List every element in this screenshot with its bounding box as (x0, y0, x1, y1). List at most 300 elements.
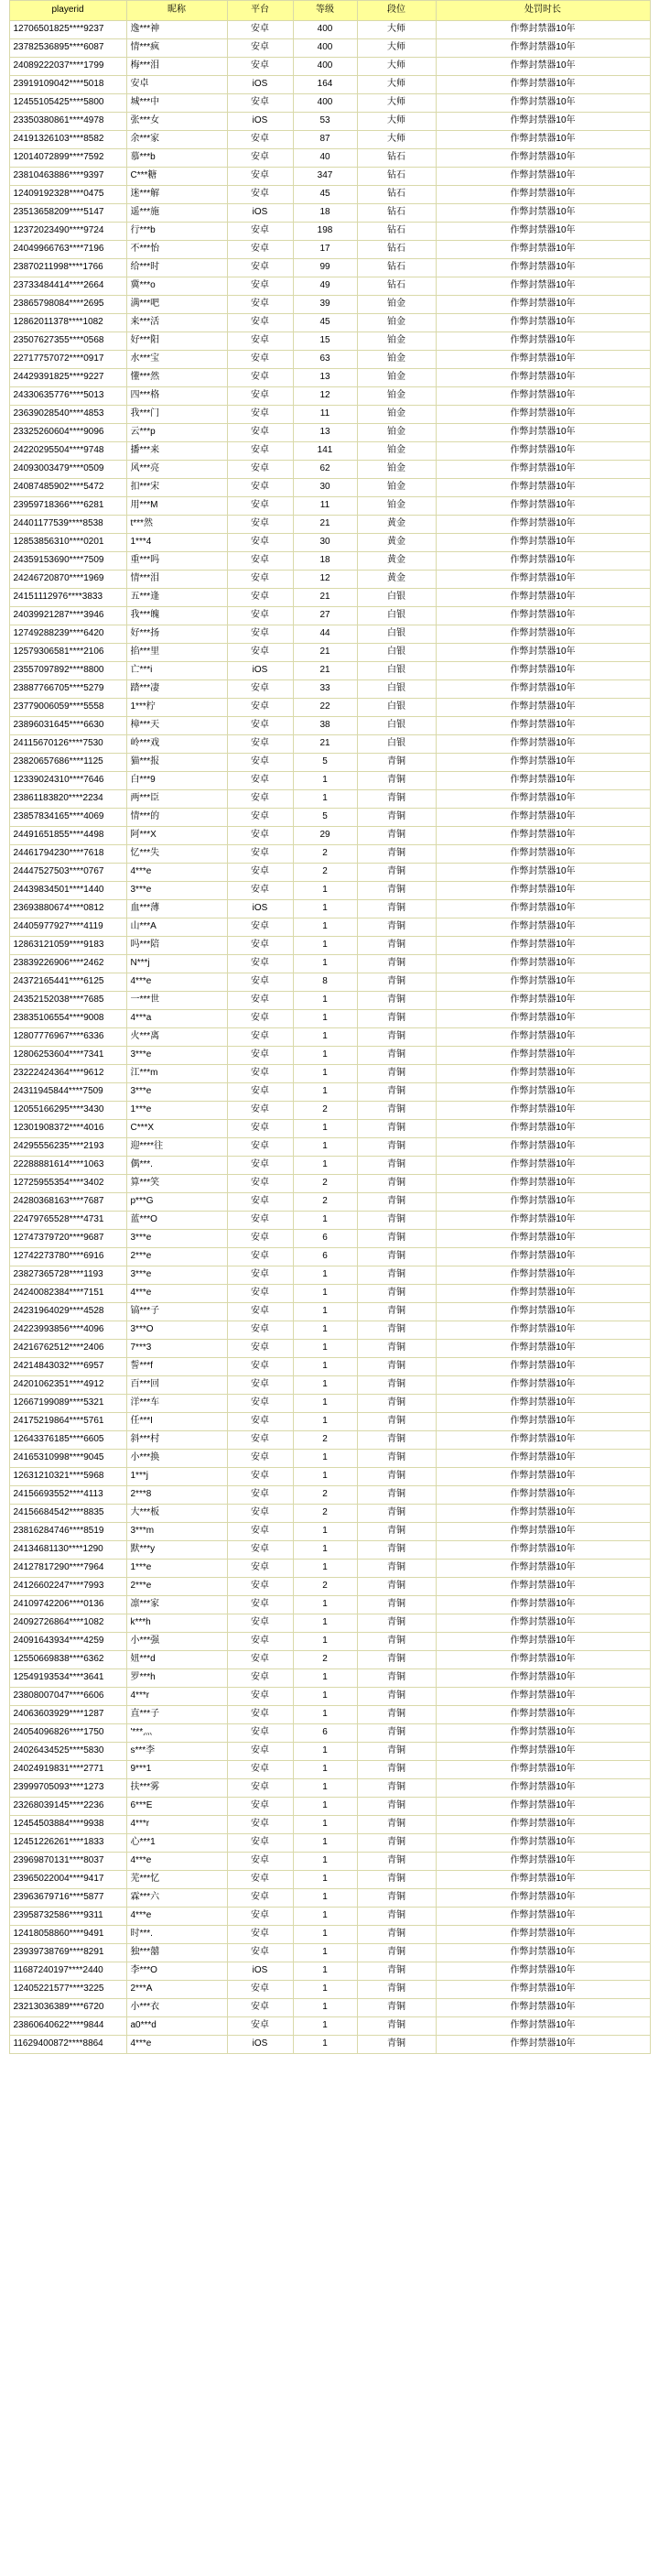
cell-nickname: 3***e (126, 1047, 227, 1065)
cell-rank: 青铜 (357, 1138, 436, 1157)
cell-platform: 安卓 (227, 186, 293, 204)
cell-playerid: 24491651855****4498 (9, 827, 126, 845)
table-row (9, 204, 650, 223)
cell-rank: 铂金 (357, 296, 436, 314)
cell-rank: 青铜 (357, 1816, 436, 1834)
cell-nickname: C***X (126, 1120, 227, 1138)
cell-level: 1 (293, 1816, 357, 1834)
cell-platform: 安卓 (227, 1138, 293, 1157)
cell-nickname: 李***O (126, 1962, 227, 1981)
cell-punishment-duration: 作弊封禁器10年 (436, 589, 650, 607)
table-row (9, 1321, 650, 1340)
cell-platform: 安卓 (227, 1614, 293, 1633)
cell-playerid: 12853856310****0201 (9, 534, 126, 552)
cell-playerid: 23965022004****9417 (9, 1871, 126, 1889)
cell-level: 2 (293, 1102, 357, 1120)
table-row (9, 1010, 650, 1028)
cell-level: 400 (293, 58, 357, 76)
cell-nickname: 安卓 (126, 76, 227, 94)
cell-playerid: 24039921287****3946 (9, 607, 126, 625)
table-row (9, 1651, 650, 1669)
cell-punishment-duration: 作弊封禁器10年 (436, 1578, 650, 1596)
cell-platform: iOS (227, 900, 293, 918)
cell-platform: 安卓 (227, 864, 293, 882)
table-row (9, 39, 650, 58)
cell-rank: 青铜 (357, 2036, 436, 2054)
cell-rank: 白银 (357, 680, 436, 699)
table-row (9, 1541, 650, 1560)
cell-punishment-duration: 作弊封禁器10年 (436, 351, 650, 369)
cell-nickname: 来***活 (126, 314, 227, 332)
cell-playerid: 24026434525****5830 (9, 1743, 126, 1761)
cell-rank: 青铜 (357, 1376, 436, 1395)
cell-rank: 青铜 (357, 2017, 436, 2036)
cell-platform: 安卓 (227, 406, 293, 424)
cell-level: 11 (293, 406, 357, 424)
table-row (9, 1999, 650, 2017)
cell-rank: 钻石 (357, 259, 436, 277)
cell-rank: 青铜 (357, 1999, 436, 2017)
cell-punishment-duration: 作弊封禁器10年 (436, 644, 650, 662)
cell-level: 18 (293, 204, 357, 223)
table-row (9, 1340, 650, 1358)
cell-level: 164 (293, 76, 357, 94)
cell-rank: 青铜 (357, 1486, 436, 1505)
cell-platform: 安卓 (227, 973, 293, 992)
cell-punishment-duration: 作弊封禁器10年 (436, 204, 650, 223)
cell-platform: 安卓 (227, 131, 293, 149)
cell-playerid: 22479765528****4731 (9, 1212, 126, 1230)
cell-rank: 钻石 (357, 168, 436, 186)
cell-level: 99 (293, 259, 357, 277)
cell-punishment-duration: 作弊封禁器10年 (436, 259, 650, 277)
cell-playerid: 24191326103****8582 (9, 131, 126, 149)
cell-platform: 安卓 (227, 1908, 293, 1926)
cell-level: 198 (293, 223, 357, 241)
cell-nickname: 扶***雾 (126, 1779, 227, 1798)
cell-rank: 青铜 (357, 992, 436, 1010)
cell-nickname: 4***e (126, 1285, 227, 1303)
cell-nickname: 算***笑 (126, 1175, 227, 1193)
cell-level: 87 (293, 131, 357, 149)
cell-nickname: 忆***失 (126, 845, 227, 864)
cell-punishment-duration: 作弊封禁器10年 (436, 1596, 650, 1614)
cell-playerid: 12549193534****3641 (9, 1669, 126, 1688)
cell-punishment-duration: 作弊封禁器10年 (436, 625, 650, 644)
cell-platform: 安卓 (227, 1102, 293, 1120)
cell-playerid: 23513658209****5147 (9, 204, 126, 223)
cell-platform: 安卓 (227, 1834, 293, 1853)
table-row (9, 809, 650, 827)
cell-level: 2 (293, 1505, 357, 1523)
cell-platform: 安卓 (227, 1028, 293, 1047)
cell-rank: 钻石 (357, 204, 436, 223)
cell-rank: 青铜 (357, 1944, 436, 1962)
cell-punishment-duration: 作弊封禁器10年 (436, 1047, 650, 1065)
cell-nickname: 妞***d (126, 1651, 227, 1669)
cell-platform: 安卓 (227, 882, 293, 900)
cell-rank: 青铜 (357, 1743, 436, 1761)
cell-playerid: 23969870131****8037 (9, 1853, 126, 1871)
cell-punishment-duration: 作弊封禁器10年 (436, 992, 650, 1010)
cell-playerid: 24087485902****5472 (9, 479, 126, 497)
table-row (9, 442, 650, 461)
cell-level: 1 (293, 1413, 357, 1431)
cell-rank: 青铜 (357, 1065, 436, 1083)
cell-level: 1 (293, 772, 357, 790)
cell-rank: 青铜 (357, 1157, 436, 1175)
cell-nickname: t***然 (126, 516, 227, 534)
cell-level: 2 (293, 1193, 357, 1212)
cell-playerid: 12643376185****6605 (9, 1431, 126, 1450)
cell-nickname: 猫***报 (126, 754, 227, 772)
table-row (9, 1706, 650, 1724)
cell-platform: 安卓 (227, 717, 293, 735)
table-row (9, 1102, 650, 1120)
cell-platform: 安卓 (227, 955, 293, 973)
cell-platform: 安卓 (227, 442, 293, 461)
cell-playerid: 24156693552****4113 (9, 1486, 126, 1505)
table-row (9, 1248, 650, 1266)
cell-nickname: 凛***家 (126, 1596, 227, 1614)
table-row (9, 882, 650, 900)
cell-rank: 大师 (357, 76, 436, 94)
cell-playerid: 23870211998****1766 (9, 259, 126, 277)
cell-rank: 青铜 (357, 1981, 436, 1999)
cell-level: 1 (293, 1633, 357, 1651)
table-row (9, 1028, 650, 1047)
cell-nickname: 余***家 (126, 131, 227, 149)
cell-punishment-duration: 作弊封禁器10年 (436, 1266, 650, 1285)
table-row (9, 1395, 650, 1413)
table-row (9, 1834, 650, 1853)
cell-rank: 白银 (357, 589, 436, 607)
cell-rank: 青铜 (357, 1871, 436, 1889)
cell-level: 1 (293, 1028, 357, 1047)
cell-platform: 安卓 (227, 1431, 293, 1450)
cell-nickname: 血***薄 (126, 900, 227, 918)
cell-platform: 安卓 (227, 1248, 293, 1266)
cell-playerid: 24405977927****4119 (9, 918, 126, 937)
table-row (9, 992, 650, 1010)
cell-level: 13 (293, 424, 357, 442)
cell-punishment-duration: 作弊封禁器10年 (436, 497, 650, 516)
cell-punishment-duration: 作弊封禁器10年 (436, 168, 650, 186)
cell-punishment-duration: 作弊封禁器10年 (436, 864, 650, 882)
cell-punishment-duration: 作弊封禁器10年 (436, 1651, 650, 1669)
table-row (9, 973, 650, 992)
cell-playerid: 12749288239****6420 (9, 625, 126, 644)
cell-level: 40 (293, 149, 357, 168)
cell-platform: 安卓 (227, 387, 293, 406)
cell-rank: 青铜 (357, 1358, 436, 1376)
cell-punishment-duration: 作弊封禁器10年 (436, 1376, 650, 1395)
cell-punishment-duration: 作弊封禁器10年 (436, 516, 650, 534)
table-row (9, 406, 650, 424)
cell-nickname: 风***亮 (126, 461, 227, 479)
cell-playerid: 23222424364****9612 (9, 1065, 126, 1083)
cell-rank: 钻石 (357, 149, 436, 168)
cell-level: 1 (293, 1523, 357, 1541)
cell-platform: 安卓 (227, 1798, 293, 1816)
cell-nickname: 4***e (126, 2036, 227, 2054)
cell-nickname: 踏***凄 (126, 680, 227, 699)
cell-platform: 安卓 (227, 277, 293, 296)
cell-rank: 铂金 (357, 461, 436, 479)
cell-nickname: 两***臣 (126, 790, 227, 809)
cell-platform: 安卓 (227, 1706, 293, 1724)
cell-rank: 铂金 (357, 406, 436, 424)
cell-level: 30 (293, 534, 357, 552)
cell-rank: 大师 (357, 113, 436, 131)
cell-punishment-duration: 作弊封禁器10年 (436, 296, 650, 314)
cell-playerid: 23958732586****9311 (9, 1908, 126, 1926)
cell-punishment-duration: 作弊封禁器10年 (436, 735, 650, 754)
table-row (9, 918, 650, 937)
table-row (9, 21, 650, 39)
cell-playerid: 23213036389****6720 (9, 1999, 126, 2017)
cell-rank: 青铜 (357, 1303, 436, 1321)
cell-nickname: 阿***X (126, 827, 227, 845)
table-row (9, 827, 650, 845)
column-header-platform: 平台 (227, 1, 293, 21)
cell-level: 1 (293, 882, 357, 900)
cell-playerid: 23733484414****2664 (9, 277, 126, 296)
cell-level: 1 (293, 1065, 357, 1083)
table-row (9, 1413, 650, 1431)
cell-punishment-duration: 作弊封禁器10年 (436, 1908, 650, 1926)
cell-level: 2 (293, 1175, 357, 1193)
cell-level: 1 (293, 1376, 357, 1395)
cell-level: 1 (293, 1138, 357, 1157)
cell-platform: 安卓 (227, 1193, 293, 1212)
table-row (9, 94, 650, 113)
cell-rank: 铂金 (357, 497, 436, 516)
cell-rank: 青铜 (357, 1230, 436, 1248)
cell-platform: 安卓 (227, 1083, 293, 1102)
table-row (9, 479, 650, 497)
cell-platform: 安卓 (227, 845, 293, 864)
cell-playerid: 24093003479****0509 (9, 461, 126, 479)
cell-rank: 青铜 (357, 1669, 436, 1688)
cell-playerid: 23779006059****5558 (9, 699, 126, 717)
cell-rank: 青铜 (357, 1120, 436, 1138)
table-row (9, 516, 650, 534)
cell-punishment-duration: 作弊封禁器10年 (436, 1413, 650, 1431)
cell-punishment-duration: 作弊封禁器10年 (436, 1798, 650, 1816)
cell-playerid: 23959718366****6281 (9, 497, 126, 516)
cell-rank: 铂金 (357, 369, 436, 387)
cell-platform: 安卓 (227, 424, 293, 442)
cell-nickname: 偶***. (126, 1157, 227, 1175)
cell-punishment-duration: 作弊封禁器10年 (436, 461, 650, 479)
cell-level: 400 (293, 39, 357, 58)
table-row (9, 1761, 650, 1779)
cell-nickname: 2***A (126, 1981, 227, 1999)
cell-rank: 白银 (357, 625, 436, 644)
cell-nickname: 城***中 (126, 94, 227, 113)
cell-nickname: 2***e (126, 1248, 227, 1266)
cell-level: 1 (293, 1285, 357, 1303)
cell-punishment-duration: 作弊封禁器10年 (436, 1083, 650, 1102)
cell-level: 2 (293, 1431, 357, 1450)
cell-nickname: 遥***施 (126, 204, 227, 223)
cell-punishment-duration: 作弊封禁器10年 (436, 1834, 650, 1853)
cell-punishment-duration: 作弊封禁器10年 (436, 1010, 650, 1028)
cell-nickname: 3***O (126, 1321, 227, 1340)
cell-punishment-duration: 作弊封禁器10年 (436, 699, 650, 717)
cell-nickname: 4***e (126, 1853, 227, 1871)
cell-platform: 安卓 (227, 1212, 293, 1230)
cell-playerid: 23861183820****2234 (9, 790, 126, 809)
cell-platform: 安卓 (227, 21, 293, 39)
cell-platform: 安卓 (227, 1285, 293, 1303)
cell-rank: 青铜 (357, 1761, 436, 1779)
cell-nickname: 独***囍 (126, 1944, 227, 1962)
table-row (9, 644, 650, 662)
cell-playerid: 24280368163****7687 (9, 1193, 126, 1212)
cell-playerid: 24372165441****6125 (9, 973, 126, 992)
cell-punishment-duration: 作弊封禁器10年 (436, 2036, 650, 2054)
cell-level: 2 (293, 1578, 357, 1596)
cell-playerid: 12372023490****9724 (9, 223, 126, 241)
cell-playerid: 24115670126****7530 (9, 735, 126, 754)
cell-level: 15 (293, 332, 357, 351)
cell-punishment-duration: 作弊封禁器10年 (436, 1981, 650, 1999)
cell-playerid: 23919109042****5018 (9, 76, 126, 94)
cell-rank: 青铜 (357, 918, 436, 937)
cell-nickname: 张***女 (126, 113, 227, 131)
cell-nickname: 情***的 (126, 809, 227, 827)
table-row (9, 314, 650, 332)
cell-platform: 安卓 (227, 790, 293, 809)
cell-nickname: p***G (126, 1193, 227, 1212)
cell-playerid: 24063603929****1287 (9, 1706, 126, 1724)
cell-platform: 安卓 (227, 644, 293, 662)
cell-platform: 安卓 (227, 1578, 293, 1596)
cell-level: 12 (293, 387, 357, 406)
cell-nickname: 迎****往 (126, 1138, 227, 1157)
cell-playerid: 23860640622****9844 (9, 2017, 126, 2036)
cell-playerid: 12667199089****5321 (9, 1395, 126, 1413)
cell-playerid: 24049966763****7196 (9, 241, 126, 259)
cell-level: 21 (293, 516, 357, 534)
cell-platform: 安卓 (227, 552, 293, 571)
cell-rank: 铂金 (357, 314, 436, 332)
cell-punishment-duration: 作弊封禁器10年 (436, 1871, 650, 1889)
cell-punishment-duration: 作弊封禁器10年 (436, 131, 650, 149)
cell-nickname: 3***e (126, 1230, 227, 1248)
cell-nickname: 四***格 (126, 387, 227, 406)
cell-punishment-duration: 作弊封禁器10年 (436, 21, 650, 39)
cell-rank: 青铜 (357, 1578, 436, 1596)
cell-punishment-duration: 作弊封禁器10年 (436, 39, 650, 58)
cell-nickname: 小***换 (126, 1450, 227, 1468)
table-row (9, 186, 650, 204)
cell-level: 1 (293, 1853, 357, 1871)
cell-level: 1 (293, 1596, 357, 1614)
table-row (9, 1486, 650, 1505)
cell-platform: 安卓 (227, 1303, 293, 1321)
table-row (9, 332, 650, 351)
cell-level: 2 (293, 1651, 357, 1669)
cell-playerid: 23999705093****1273 (9, 1779, 126, 1798)
cell-nickname: k***h (126, 1614, 227, 1633)
cell-punishment-duration: 作弊封禁器10年 (436, 809, 650, 827)
cell-rank: 青铜 (357, 900, 436, 918)
cell-punishment-duration: 作弊封禁器10年 (436, 1285, 650, 1303)
cell-rank: 青铜 (357, 1340, 436, 1358)
cell-punishment-duration: 作弊封禁器10年 (436, 113, 650, 131)
cell-nickname: 3***m (126, 1523, 227, 1541)
cell-nickname: 好***扬 (126, 625, 227, 644)
cell-nickname: 扣***宋 (126, 479, 227, 497)
cell-playerid: 24359153690****7509 (9, 552, 126, 571)
table-row (9, 571, 650, 589)
cell-rank: 青铜 (357, 1926, 436, 1944)
table-row (9, 1065, 650, 1083)
cell-nickname: 1***4 (126, 534, 227, 552)
cell-playerid: 23887766705****5279 (9, 680, 126, 699)
cell-rank: 铂金 (357, 387, 436, 406)
cell-nickname: 梅***泪 (126, 58, 227, 76)
cell-playerid: 24134681130****1290 (9, 1541, 126, 1560)
cell-nickname: 满***吧 (126, 296, 227, 314)
table-row (9, 1724, 650, 1743)
cell-playerid: 23810463886****9397 (9, 168, 126, 186)
cell-platform: 安卓 (227, 1486, 293, 1505)
cell-rank: 青铜 (357, 1651, 436, 1669)
cell-punishment-duration: 作弊封禁器10年 (436, 973, 650, 992)
cell-nickname: 我***门 (126, 406, 227, 424)
cell-platform: 安卓 (227, 1321, 293, 1340)
cell-level: 27 (293, 607, 357, 625)
table-row (9, 1633, 650, 1651)
cell-punishment-duration: 作弊封禁器10年 (436, 1541, 650, 1560)
cell-rank: 青铜 (357, 1321, 436, 1340)
cell-rank: 青铜 (357, 1541, 436, 1560)
cell-rank: 青铜 (357, 1633, 436, 1651)
cell-platform: 安卓 (227, 1633, 293, 1651)
cell-playerid: 22288881614****1063 (9, 1157, 126, 1175)
cell-playerid: 24092726864****1082 (9, 1614, 126, 1633)
cell-level: 1 (293, 1908, 357, 1926)
cell-level: 1 (293, 1303, 357, 1321)
cell-punishment-duration: 作弊封禁器10年 (436, 900, 650, 918)
cell-nickname: 迷***解 (126, 186, 227, 204)
cell-punishment-duration: 作弊封禁器10年 (436, 186, 650, 204)
cell-punishment-duration: 作弊封禁器10年 (436, 406, 650, 424)
table-row (9, 1816, 650, 1834)
table-row (9, 955, 650, 973)
cell-nickname: 时***. (126, 1926, 227, 1944)
cell-nickname: 4***e (126, 864, 227, 882)
cell-playerid: 24401177539****8538 (9, 516, 126, 534)
cell-playerid: 24201062351****4912 (9, 1376, 126, 1395)
cell-platform: 安卓 (227, 1376, 293, 1395)
cell-nickname: 一***世 (126, 992, 227, 1010)
cell-nickname: 6***E (126, 1798, 227, 1816)
cell-platform: 安卓 (227, 314, 293, 332)
cell-playerid: 23639028540****4853 (9, 406, 126, 424)
cell-nickname: 播***来 (126, 442, 227, 461)
cell-level: 1 (293, 1889, 357, 1908)
cell-platform: 安卓 (227, 589, 293, 607)
cell-nickname: 小***衣 (126, 1999, 227, 2017)
cell-level: 12 (293, 571, 357, 589)
cell-level: 1 (293, 900, 357, 918)
cell-nickname: 慕***b (126, 149, 227, 168)
